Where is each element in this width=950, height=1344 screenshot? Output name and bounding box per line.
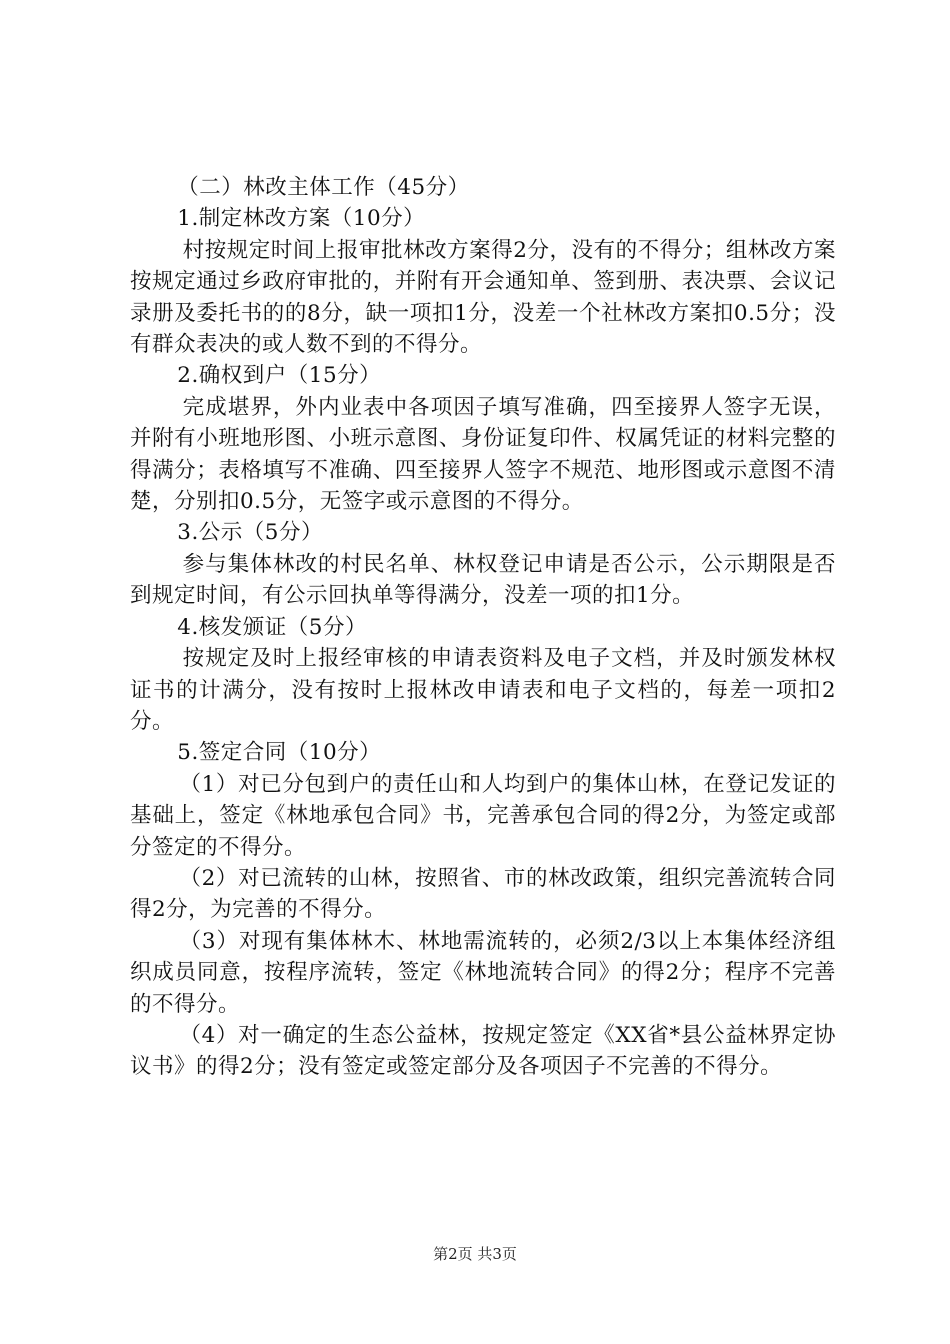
- item-heading: 1.制定林改方案（10分）: [177, 206, 426, 232]
- section-heading: （二）林改主体工作（45分）: [177, 175, 470, 200]
- body-paragraph: 参与集体林改的村民名单、林权登记申请是否公示，公示期限是否到规定时间，有公示回执单等得满分，没差一项的扣1分。: [130, 551, 836, 609]
- body-paragraph: 村按规定时间上报审批林改方案得2分，没有的不得分；组林改方案按规定通过乡政府审批的，并附有开会通知单、签到册、表决票、会议记录册及委托书的的8分，缺一项扣1分，没差一个社林改方案扣0.5分；没有群众表决的或人数不到的不得分。: [130, 237, 836, 358]
- page-number: 第2页 共3页: [433, 1245, 517, 1263]
- item-heading: 5.签定合同（10分）: [177, 740, 382, 766]
- sub-item-paragraph: （1）对已分包到户的责任山和人均到户的集体山林，在登记发证的基础上，签定《林地承包合同》书，完善承包合同的得2分，为签定或部分签定的不得分。: [130, 771, 836, 860]
- sub-item-paragraph: （2）对已流转的山林，按照省、市的林改政策，组织完善流转合同得2分，为完善的不得分。: [130, 865, 836, 923]
- body-paragraph: 完成堪界，外内业表中各项因子填写准确，四至接界人签字无误，并附有小班地形图、小班示意图、身份证复印件、权属凭证的材料完整的得满分；表格填写不准确、四至接界人签字不规范、地形图或示意图不清楚，分别扣0.5分，无签字或示意图的不得分。: [130, 394, 836, 515]
- document-body: [130, 172, 836, 1083]
- sub-item-paragraph: （4）对一确定的生态公益林，按规定签定《XX省*县公益林界定协议书》的得2分；没有签定或签定部分及各项因子不完善的不得分。: [130, 1022, 836, 1080]
- sub-item-paragraph: （3）对现有集体林木、林地需流转的，必须2/3以上本集体经济组织成员同意，按程序流转，签定《林地流转合同》的得2分；程序不完善的不得分。: [130, 928, 836, 1017]
- item-heading: 2.确权到户（15分）: [177, 363, 382, 389]
- body-paragraph: 按规定及时上报经审核的申请表资料及电子文档，并及时颁发林权证书的计满分，没有按时上报林改申请表和电子文档的，每差一项扣2分。: [130, 646, 836, 734]
- item-heading: 3.公示（5分）: [177, 520, 323, 546]
- item-heading: 4.核发颁证（5分）: [177, 614, 367, 640]
